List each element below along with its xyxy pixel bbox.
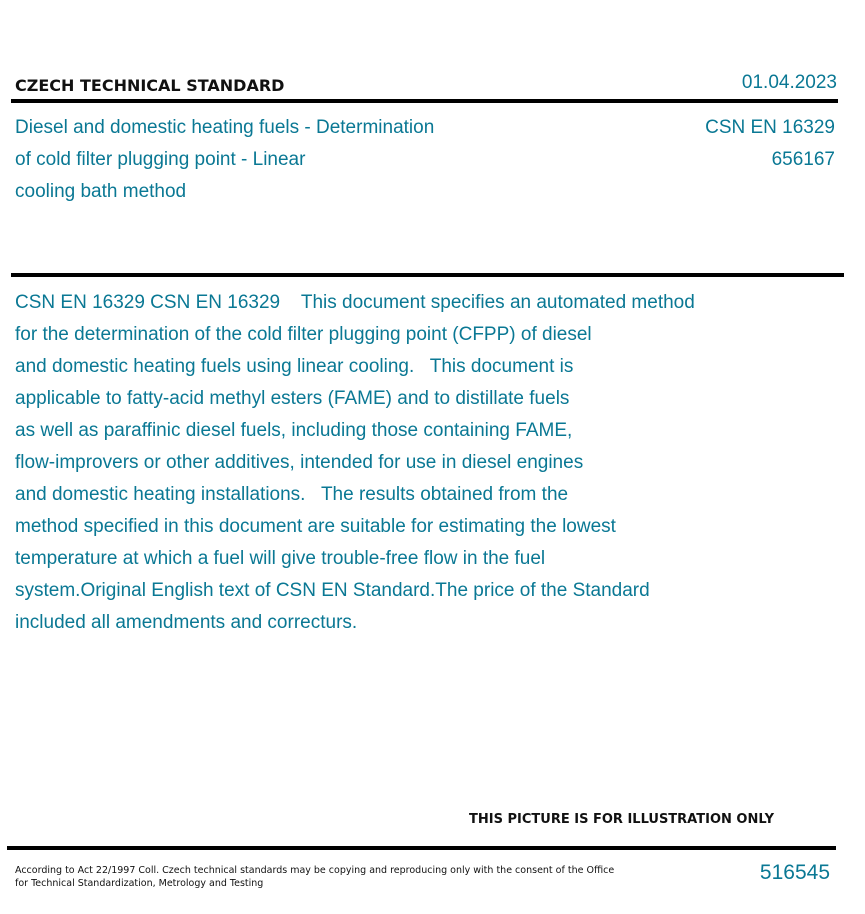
standard-code: CSN EN 16329	[705, 117, 835, 138]
document-number: 516545	[759, 861, 830, 884]
catalog-number: 656167	[771, 149, 835, 170]
title-rule	[11, 273, 844, 277]
legal-notice-line-2: for Technical Standardization, Metrology and Testing	[15, 878, 264, 889]
description-line: applicable to fatty-acid methyl esters (FAME) and to distillate fuels	[15, 388, 570, 409]
description-line: method specified in this document are suitable for estimating the lowest	[15, 516, 616, 537]
standard-title-line-3: cooling bath method	[15, 181, 187, 202]
header-rule	[11, 99, 838, 103]
standard-type-label: CZECH TECHNICAL STANDARD	[15, 76, 285, 95]
standard-title-line-2: of cold filter plugging point - Linear	[15, 149, 306, 170]
description-line: system.Original English text of CSN EN Standard.The price of the Standard	[15, 580, 650, 601]
illustration-disclaimer: THIS PICTURE IS FOR ILLUSTRATION ONLY	[469, 812, 774, 827]
description-line: temperature at which a fuel will give trouble-free flow in the fuel	[15, 548, 546, 569]
legal-notice-line-1: According to Act 22/1997 Coll. Czech technical standards may be copying and reproducing only with the consent of the Office	[15, 865, 615, 876]
footer-rule	[7, 846, 836, 850]
publication-date: 01.04.2023	[741, 72, 837, 93]
description-line: and domestic heating installations. The results obtained from the	[15, 484, 569, 505]
description-line: included all amendments and correcturs.	[15, 612, 358, 633]
description-line: and domestic heating fuels using linear cooling. This document is	[15, 356, 574, 377]
description-line: as well as paraffinic diesel fuels, including those containing FAME,	[15, 420, 573, 441]
description-line: for the determination of the cold filter plugging point (CFPP) of diesel	[15, 324, 592, 345]
description-line: CSN EN 16329 CSN EN 16329 This document specifies an automated method	[15, 292, 695, 313]
description-line: flow-improvers or other additives, intended for use in diesel engines	[15, 452, 584, 473]
standard-title-line-1: Diesel and domestic heating fuels - Determination	[15, 117, 435, 138]
